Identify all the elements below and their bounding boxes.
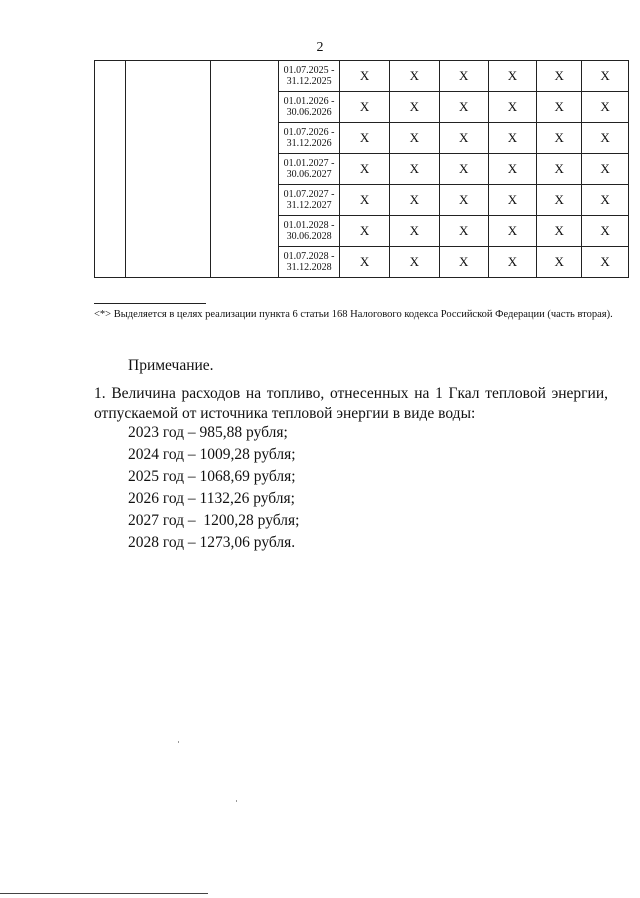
scan-speck bbox=[236, 800, 237, 802]
mark-cell: X bbox=[537, 216, 582, 247]
list-item: 2024 год – 1009,28 рубля; bbox=[128, 446, 296, 463]
table-body bbox=[95, 61, 629, 278]
mark-cell: X bbox=[582, 154, 629, 185]
empty-cell bbox=[125, 61, 210, 278]
period-end: 30.06.2028 bbox=[286, 231, 332, 242]
mark-cell: X bbox=[582, 247, 629, 278]
note-paragraph: 1. Величина расходов на топливо, отнесенных на 1 Гкал тепловой энергии, отпускаемой от источника тепловой энергии в виде воды: bbox=[94, 385, 608, 422]
mark-cell: X bbox=[537, 154, 582, 185]
mark-cell: X bbox=[582, 61, 629, 92]
list-item: 2028 год – 1273,06 рубля. bbox=[128, 534, 296, 551]
mark-cell: X bbox=[389, 154, 439, 185]
bottom-divider bbox=[0, 893, 208, 894]
list-item: 2023 год – 985,88 рубля; bbox=[128, 424, 288, 441]
mark-cell: X bbox=[340, 216, 390, 247]
period-cell bbox=[279, 123, 340, 154]
period-start: 01.07.2028 - bbox=[283, 251, 335, 262]
page-number: 2 bbox=[316, 40, 324, 55]
mark-cell: X bbox=[488, 154, 537, 185]
mark-cell: X bbox=[537, 92, 582, 123]
mark-cell: X bbox=[389, 61, 439, 92]
period-end: 31.12.2028 bbox=[286, 262, 332, 273]
empty-cell bbox=[95, 61, 126, 278]
tariff-table bbox=[94, 60, 629, 278]
period-end: 31.12.2026 bbox=[286, 138, 332, 149]
period-end: 31.12.2027 bbox=[286, 200, 332, 211]
mark-cell: X bbox=[389, 185, 439, 216]
period-start: 01.07.2027 - bbox=[283, 189, 335, 200]
mark-cell: X bbox=[389, 123, 439, 154]
period-start: 01.07.2026 - bbox=[283, 127, 335, 138]
scan-speck bbox=[178, 741, 179, 743]
mark-cell: X bbox=[537, 185, 582, 216]
period-cell bbox=[279, 61, 340, 92]
mark-cell: X bbox=[389, 92, 439, 123]
mark-cell: X bbox=[389, 247, 439, 278]
mark-cell: X bbox=[439, 123, 488, 154]
mark-cell: X bbox=[389, 216, 439, 247]
period-end: 30.06.2026 bbox=[286, 107, 332, 118]
empty-cell bbox=[210, 61, 278, 278]
list-item: 2027 год – 1200,28 рубля; bbox=[128, 512, 300, 529]
mark-cell: X bbox=[439, 154, 488, 185]
period-start: 01.01.2028 - bbox=[283, 220, 335, 231]
period-cell bbox=[279, 216, 340, 247]
mark-cell: X bbox=[439, 92, 488, 123]
mark-cell: X bbox=[582, 216, 629, 247]
mark-cell: X bbox=[340, 61, 390, 92]
period-start: 01.01.2026 - bbox=[283, 96, 335, 107]
mark-cell: X bbox=[537, 61, 582, 92]
mark-cell: X bbox=[582, 123, 629, 154]
mark-cell: X bbox=[488, 185, 537, 216]
footnote-text: <*> Выделяется в целях реализации пункта 6 статьи 168 Налогового кодекса Российской Федерации (часть вторая). bbox=[94, 309, 613, 320]
mark-cell: X bbox=[582, 92, 629, 123]
mark-cell: X bbox=[488, 216, 537, 247]
mark-cell: X bbox=[488, 247, 537, 278]
mark-cell: X bbox=[340, 123, 390, 154]
footnote-divider bbox=[94, 303, 206, 304]
mark-cell: X bbox=[537, 123, 582, 154]
mark-cell: X bbox=[439, 61, 488, 92]
table-row bbox=[95, 61, 629, 92]
period-end: 31.12.2025 bbox=[286, 76, 332, 87]
mark-cell: X bbox=[340, 92, 390, 123]
mark-cell: X bbox=[488, 92, 537, 123]
period-start: 01.01.2027 - bbox=[283, 158, 335, 169]
mark-cell: X bbox=[340, 154, 390, 185]
mark-cell: X bbox=[439, 216, 488, 247]
note-title: Примечание. bbox=[128, 357, 214, 374]
list-item: 2025 год – 1068,69 рубля; bbox=[128, 468, 296, 485]
period-cell bbox=[279, 247, 340, 278]
period-start: 01.07.2025 - bbox=[283, 65, 335, 76]
mark-cell: X bbox=[488, 61, 537, 92]
mark-cell: X bbox=[582, 185, 629, 216]
period-cell bbox=[279, 92, 340, 123]
mark-cell: X bbox=[340, 185, 390, 216]
mark-cell: X bbox=[340, 247, 390, 278]
mark-cell: X bbox=[488, 123, 537, 154]
period-cell bbox=[279, 185, 340, 216]
mark-cell: X bbox=[439, 185, 488, 216]
period-cell bbox=[279, 154, 340, 185]
fuel-cost-list bbox=[128, 422, 299, 554]
mark-cell: X bbox=[537, 247, 582, 278]
list-item: 2026 год – 1132,26 рубля; bbox=[128, 490, 295, 507]
period-end: 30.06.2027 bbox=[286, 169, 332, 180]
mark-cell: X bbox=[439, 247, 488, 278]
